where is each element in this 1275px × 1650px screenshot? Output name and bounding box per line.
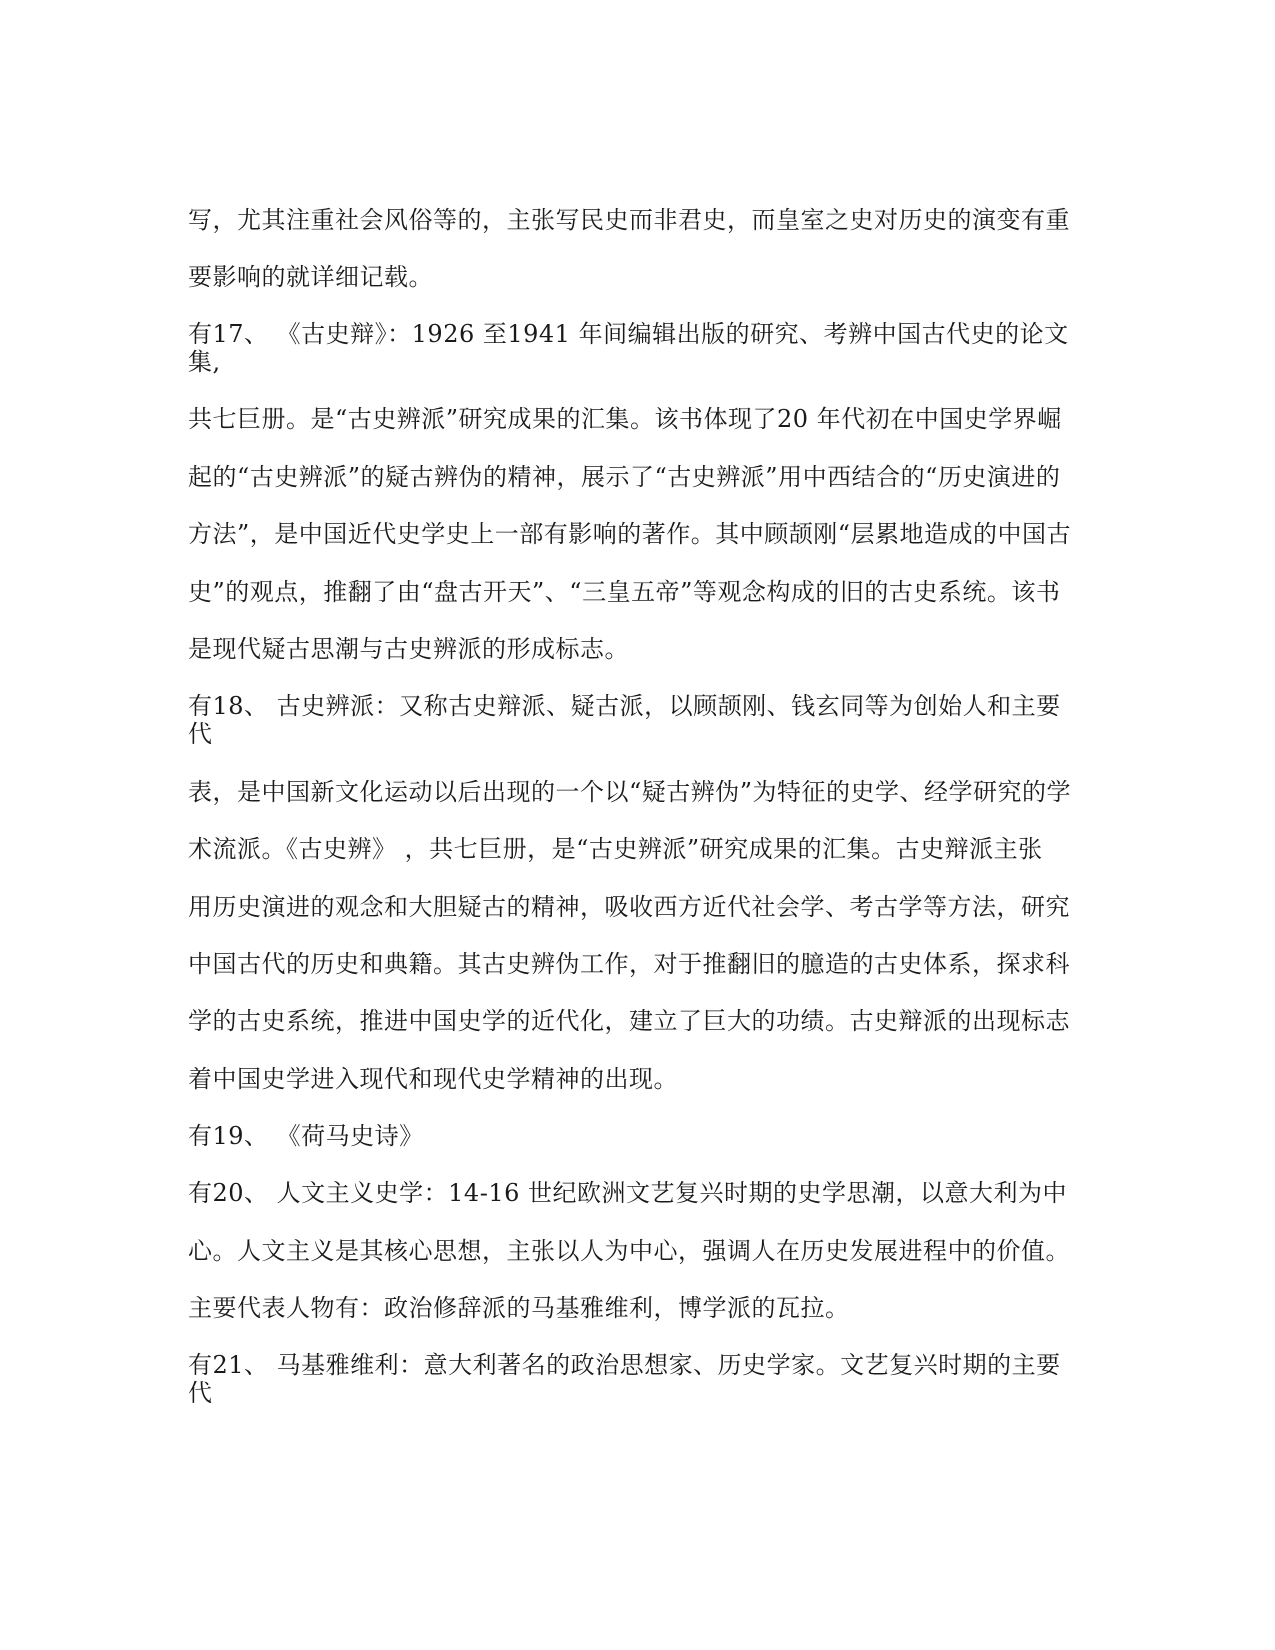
- text-line: 要影响的就详细记载。: [188, 263, 433, 291]
- text-line: 共七巨册。是“古史辨派”研究成果的汇集。该书体现了20 年代初在中国史学界崛: [188, 405, 1062, 433]
- text-line: 写，尤其注重社会风俗等的，主张写民史而非君史，而皇室之史对历史的演变有重: [188, 206, 1070, 234]
- text-line: 集,: [188, 348, 221, 376]
- text-line: 主要代表人物有：政治修辞派的马基雅维利，博学派的瓦拉。: [188, 1294, 850, 1322]
- text-line: 表，是中国新文化运动以后出现的一个以“疑古辨伪”为特征的史学、经学研究的学: [188, 778, 1072, 806]
- text-line: 心。人文主义是其核心思想，主张以人为中心，强调人在历史发展进程中的价值。: [188, 1237, 1070, 1265]
- text-line: 学的古史系统，推进中国史学的近代化，建立了巨大的功绩。古史辩派的出现标志: [188, 1007, 1070, 1035]
- text-line: 术流派。《古史辨》 ，共七巨册，是“古史辨派”研究成果的汇集。古史辩派主张: [188, 835, 1043, 863]
- text-line: 有19、 《荷马史诗》: [188, 1122, 424, 1150]
- text-line: 史”的观点，推翻了由“盘古开天”、“三皇五帝”等观念构成的旧的古史系统。该书: [188, 578, 1061, 606]
- text-line: 有21、 马基雅维利：意大利著名的政治思想家、历史学家。文艺复兴时期的主要: [188, 1351, 1061, 1379]
- text-line: 有20、 人文主义史学：14-16 世纪欧洲文艺复兴时期的史学思潮，以意大利为中: [188, 1179, 1067, 1207]
- text-line: 中国古代的历史和典籍。其古史辨伪工作，对于推翻旧的臆造的古史体系，探求科: [188, 950, 1070, 978]
- text-line: 有18、 古史辨派：又称古史辩派、疑古派，以顾颉刚、钱玄同等为创始人和主要: [188, 692, 1061, 720]
- text-line: 有17、 《古史辩》：1926 至1941 年间编辑出版的研究、考辨中国古代史的论文: [188, 320, 1069, 348]
- text-line: 代: [188, 1379, 213, 1407]
- text-line: 代: [188, 720, 213, 748]
- text-line: 起的“古史辨派”的疑古辨伪的精神，展示了“古史辨派”用中西结合的“历史演进的: [188, 463, 1061, 491]
- text-line: 方法”，是中国近代史学史上一部有影响的著作。其中顾颉刚“层累地造成的中国古: [188, 520, 1072, 548]
- text-line: 着中国史学进入现代和现代史学精神的出现。: [188, 1065, 678, 1093]
- text-line: 用历史演进的观念和大胆疑古的精神，吸收西方近代社会学、考古学等方法，研究: [188, 893, 1070, 921]
- text-line: 是现代疑古思潮与古史辨派的形成标志。: [188, 635, 629, 663]
